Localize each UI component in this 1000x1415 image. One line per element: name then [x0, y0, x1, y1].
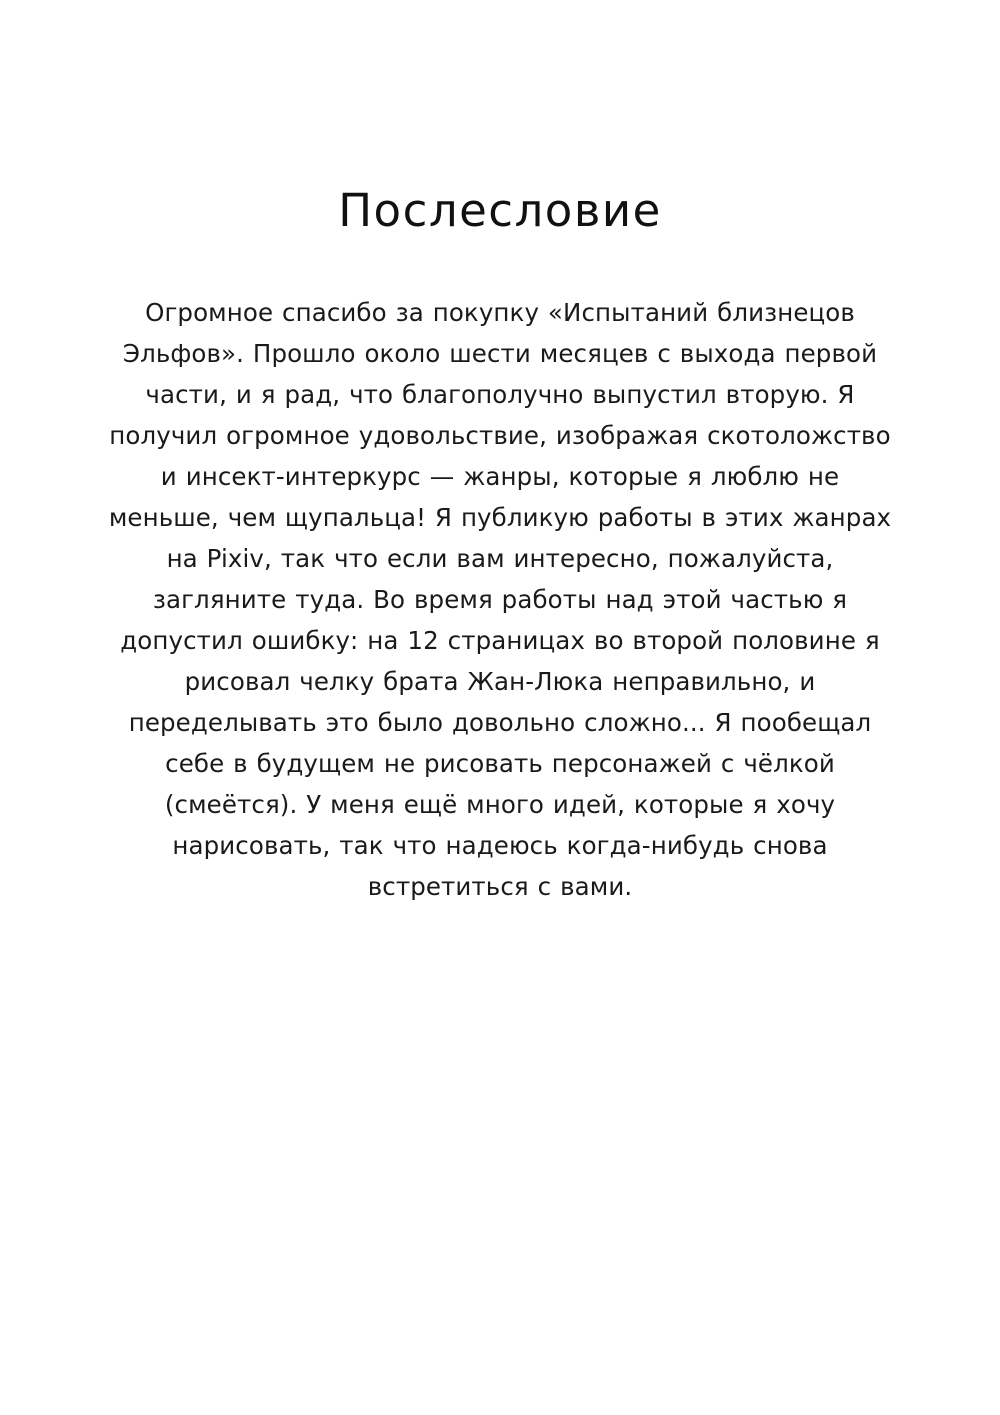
page-title: Послесловие — [338, 184, 662, 237]
afterword-body-text: Огромное спасибо за покупку «Испытаний близнецов Эльфов». Прошло около шести месяцев с выхода первой части, и я рад, что благополучно выпустил вторую. Я получил огромное удовольствие, изображая скотоложство и инсект-интеркурс — жанры, которые я люблю не меньше, чем щупальца! Я публикую работы в этих жанрах на Pixiv, так что если вам интересно, пожалуйста, загляните туда. Во время работы над этой частью я допустил ошибку: на 12 страницах во второй половине я рисовал челку брата Жан-Люка неправильно, и переделывать это было довольно сложно... Я пообещал себе в будущем не рисовать персонажей с чёлкой (смеётся). У меня ещё много идей, которые я хочу нарисовать, так что надеюсь когда-нибудь снова встретиться с вами. — [108, 297, 892, 901]
